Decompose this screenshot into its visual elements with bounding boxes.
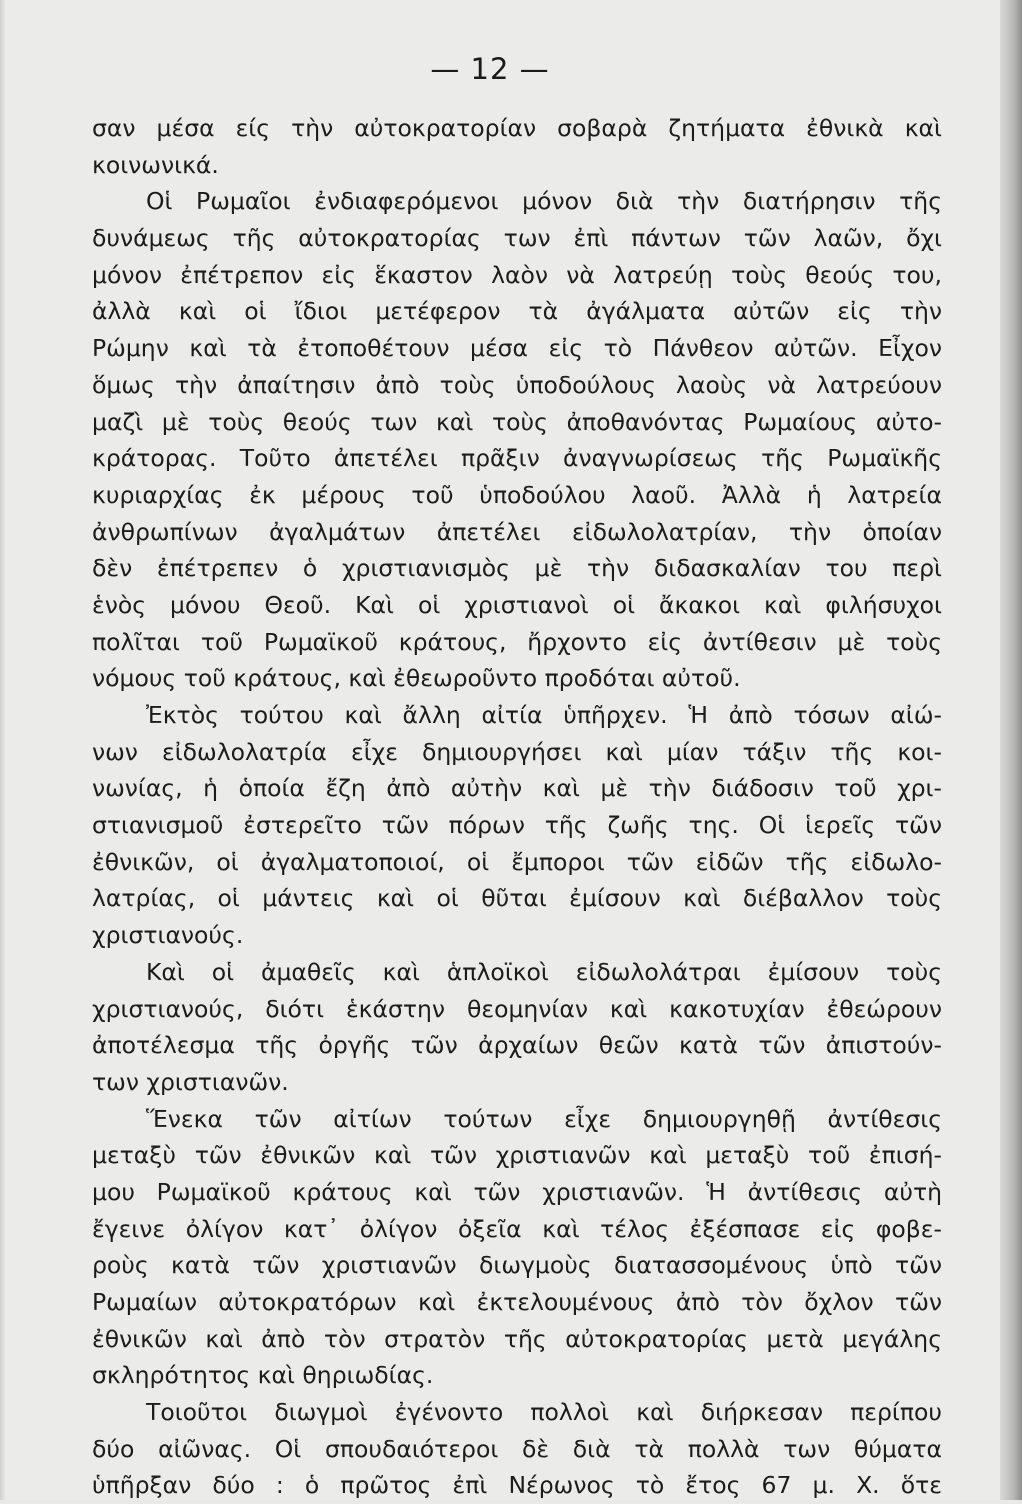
text-line: δυνάμεως τῆς αὐτοκρατορίας των ἐπὶ πάντων τῶν λαῶν, ὄχι [92, 224, 942, 253]
page-left-edge [0, 0, 6, 1500]
paragraph-first-line: Καὶ οἱ ἀμαθεῖς καὶ ἁπλοϊκοὶ εἰδωλολάτραι ἐμίσουν τοὺς [146, 957, 942, 986]
text-line: ροὺς κατὰ τῶν χριστιανῶν διωγμοὺς διατασσομένους ὑπὸ τῶν [92, 1251, 942, 1280]
text-line: κυριαρχίας ἐκ μέρους τοῦ ὑποδούλου λαοῦ. Ἀλλὰ ἡ λατρεία [92, 480, 942, 509]
text-line: μεταξὺ τῶν ἐθνικῶν καὶ τῶν χριστιανῶν καὶ μεταξὺ τοῦ ἐπισή- [92, 1141, 942, 1170]
text-line: νόμους τοῦ κράτους, καὶ ἐθεωροῦντο προδόται αὐτοῦ. [92, 664, 741, 693]
page-right-edge-shadow [1000, 0, 1022, 1500]
text-line: Ρωμαίων αὐτοκρατόρων καὶ ἐκτελουμένους ἀπὸ τὸν ὄχλον τῶν [92, 1288, 942, 1316]
text-line: ἔγεινε ὀλίγον κατ᾽ ὀλίγον ὀξεῖα καὶ τέλος ἐξέσπασε εἰς φοβε- [92, 1214, 942, 1243]
text-line: νων εἰδωλολατρία εἶχε δημιουργήσει καὶ μίαν τάξιν τῆς κοι- [92, 737, 942, 766]
paragraph-first-line: Οἱ Ρωμαῖοι ἐνδιαφερόμενοι μόνον διὰ τὴν διατήρησιν τῆς [146, 187, 942, 216]
text-line: ἀποτέλεσμα τῆς ὀργῆς τῶν ἀρχαίων θεῶν κατὰ τῶν ἀπιστούν- [92, 1031, 942, 1060]
body-text [92, 110, 942, 1504]
text-line: κοινωνικά. [92, 150, 219, 179]
text-line: Ρώμην καὶ τὰ ἐτοποθέτουν μέσα εἰς τὸ Πάνθεον αὐτῶν. Εἶχον [92, 334, 942, 363]
text-line: ἐθνικῶν, οἱ ἀγαλματοποιοί, οἱ ἔμποροι τῶν εἰδῶν τῆς εἰδωλο- [92, 847, 942, 876]
text-line: κράτορας. Τοῦτο ἀπετέλει πρᾶξιν ἀναγνωρίσεως τῆς Ρωμαϊκῆς [92, 444, 942, 473]
text-line: χριστιανούς, διότι ἑκάστην θεομηνίαν καὶ κακοτυχίαν ἐθεώρουν [92, 994, 942, 1023]
text-line: νωνίας, ἡ ὁποία ἔζη ἀπὸ αὐτὴν καὶ μὲ τὴν διάδοσιν τοῦ χρι- [92, 774, 942, 803]
page-number: — 12 — [430, 52, 550, 86]
text-line: ἐθνικῶν καὶ ἀπὸ τὸν στρατὸν τῆς αὐτοκρατορίας μετὰ μεγάλης [92, 1324, 942, 1353]
paragraph-first-line: Τοιοῦτοι διωγμοὶ ἐγένοντο πολλοὶ καὶ διήρκεσαν περίπου [146, 1398, 942, 1427]
text-line: ὑπῆρξαν δύο : ὁ πρῶτος ἐπὶ Νέρωνος τὸ ἔτος 67 μ. Χ. ὅτε [92, 1471, 942, 1500]
text-line: χριστιανούς. [92, 921, 244, 950]
text-line: ἀνθρωπίνων ἀγαλμάτων ἀπετέλει εἰδωλολατρίαν, τὴν ὁποίαν [92, 517, 942, 546]
text-line: ἀλλὰ καὶ οἱ ἴδιοι μετέφερον τὰ ἀγάλματα αὐτῶν εἰς τὴν [92, 297, 942, 326]
text-line: ἑνὸς μόνου Θεοῦ. Καὶ οἱ χριστιανοὶ οἱ ἄκακοι καὶ φιλήσυχοι [92, 590, 942, 619]
text-line: δύο αἰῶνας. Οἱ σπουδαιότεροι δὲ διὰ τὰ πολλὰ των θύματα [92, 1434, 942, 1463]
text-line: στιανισμοῦ ἐστερεῖτο τῶν πόρων τῆς ζωῆς της. Οἱ ἱερεῖς τῶν [92, 811, 942, 840]
text-line: ὅμως τὴν ἀπαίτησιν ἀπὸ τοὺς ὑποδούλους λαοὺς νὰ λατρεύουν [92, 370, 942, 399]
text-line: μαζὶ μὲ τοὺς θεούς των καὶ τοὺς ἀποθανόντας Ρωμαίους αὐτο- [92, 407, 942, 436]
text-line: λατρίας, οἱ μάντεις καὶ οἱ θῦται ἐμίσουν καὶ διέβαλλον τοὺς [92, 884, 942, 913]
text-line: σαν μέσα είς τὴν αὐτοκρατορίαν σοβαρὰ ζητήματα ἐθνικὰ καὶ [92, 114, 942, 142]
text-line: μου Ρωμαϊκοῦ κράτους καὶ τῶν χριστιανῶν. Ἡ ἀντίθεσις αὐτὴ [92, 1177, 942, 1206]
text-line: σκληρότητος καὶ θηριωδίας. [92, 1361, 434, 1390]
text-line: πολῖται τοῦ Ρωμαϊκοῦ κράτους, ἤρχοντο εἰς ἀντίθεσιν μὲ τοὺς [92, 627, 942, 656]
paragraph-first-line: Ἕνεκα τῶν αἰτίων τούτων εἶχε δημιουργηθῇ ἀντίθεσις [146, 1104, 942, 1133]
text-line: μόνον ἐπέτρεπον εἰς ἕκαστον λαὸν νὰ λατρεύῃ τοὺς θεούς του, [92, 260, 942, 289]
text-line: δὲν ἐπέτρεπεν ὁ χριστιανισμὸς μὲ τὴν διδασκαλίαν του περὶ [92, 554, 942, 583]
text-line: των χριστιανῶν. [92, 1067, 289, 1096]
paragraph-first-line: Ἐκτὸς τούτου καὶ ἄλλη αἰτία ὑπῆρχεν. Ἡ ἀπὸ τόσων αἰώ- [146, 701, 942, 729]
